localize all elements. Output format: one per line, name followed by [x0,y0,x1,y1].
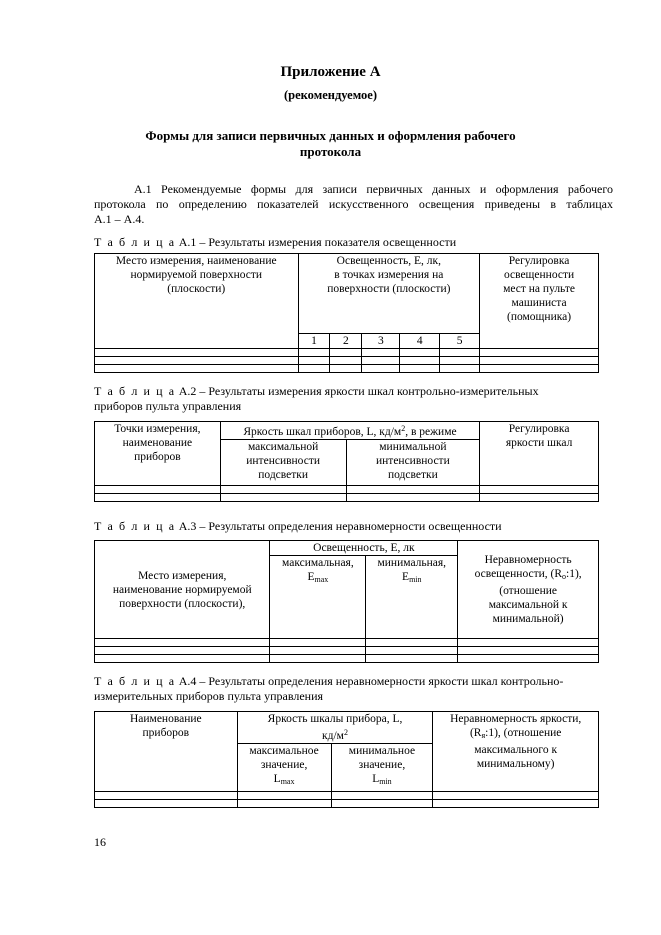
table-a2 [94,421,599,502]
table4-caption-line2: измерительных приборов пульта управления [94,689,324,703]
table2-header-min: минимальной интенсивности подсветки [346,440,480,486]
table4-header-nonuniformity: Неравномерность яркости, $(R_я:1)$, (отношение максимального к минимальному) [433,712,599,792]
table4-caption-prefix: Т а б л и ц а [94,674,176,688]
table-row [95,800,599,808]
table1-caption [94,235,456,250]
table4-caption-line1: А.4 – Результаты определения неравномерности яркости шкал контрольно- [178,674,564,688]
table-row [95,792,599,800]
table2-header-points: Точки измерения, наименование приборов [95,422,221,486]
forms-heading-line1: Формы для записи первичных данных и оформления рабочего [145,128,516,143]
table4-header-min: минимальное значение, $L_{min}$ [331,744,433,792]
table-row [95,647,599,655]
table1-point-5: 5 [440,334,480,349]
table-row [95,655,599,663]
table-row [95,494,599,502]
appendix-title: Приложение А [280,64,381,80]
table1-point-4: 4 [400,334,440,349]
table3-caption-prefix: Т а б л и ц а [94,519,176,533]
table3-caption [94,519,502,534]
table4-caption [94,674,563,704]
intro-line2: протокола по определению показателей искусственного освещения приведены в таблицах [94,197,613,211]
table1-caption-text: А.1 – Результаты измерения показателя освещенности [178,235,457,249]
intro-line1: А.1 Рекомендуемые формы для записи первичных данных и оформления рабочего [134,182,613,196]
table-row [95,365,599,373]
intro-line3: А.1 – А.4. [94,212,145,226]
table3-header-illuminance: Освещенность, Е, лк [270,541,458,556]
forms-heading-line2: протокола [299,144,362,159]
forms-heading [0,128,661,160]
table1-header-illuminance: Освещенность, Е, лк, в точках измерения на поверхности (плоскости) [298,254,480,334]
table-a1 [94,253,599,373]
table-a4 [94,711,599,808]
table4-header-max: максимальное значение, $L_{max}$ [237,744,331,792]
table3-header-nonuniformity: Неравномерность освещенности, $(R_о:1)$, (отношение максимальной к минимальной) [458,541,599,639]
table4-header-brightness: Яркость шкалы прибора, L, $кд/м^2$ [237,712,433,744]
table-a3 [94,540,599,663]
table1-header-adjustment: Регулировка освещенности мест на пульте машиниста (помощника) [480,254,599,349]
table2-caption-line2: приборов пульта управления [94,399,242,413]
table-row [95,486,599,494]
table2-header-brightness: Яркость шкал приборов, L, $кд/м^2$, в режиме [220,422,479,440]
table-row [95,357,599,365]
table1-caption-prefix: Т а б л и ц а [94,235,176,249]
table1-point-3: 3 [362,334,400,349]
table3-header-max: максимальная, $E_{max}$ [270,556,366,639]
table2-header-max: максимальной интенсивности подсветки [220,440,346,486]
table-row [95,349,599,357]
page-number: 16 [94,835,106,849]
table1-point-2: 2 [330,334,362,349]
table-row [95,639,599,647]
table2-caption [94,384,539,414]
table1-header-place: Место измерения, наименование нормируемой поверхности (плоскости) [95,254,299,349]
table4-header-name: Наименование приборов [95,712,238,792]
table3-header-min: минимальная, $E_{min}$ [366,556,458,639]
table1-point-1: 1 [298,334,330,349]
intro-paragraph [94,182,613,227]
table2-header-adjustment: Регулировка яркости шкал [480,422,599,486]
appendix-subtitle: (рекомендуемое) [283,88,378,102]
table2-caption-prefix: Т а б л и ц а [94,384,176,398]
table2-caption-line1: А.2 – Результаты измерения яркости шкал контрольно-измерительных [178,384,539,398]
table3-caption-text: А.3 – Результаты определения неравномерности освещенности [178,519,502,533]
table3-header-place: Место измерения, наименование нормируемой поверхности (плоскости), [95,541,270,639]
